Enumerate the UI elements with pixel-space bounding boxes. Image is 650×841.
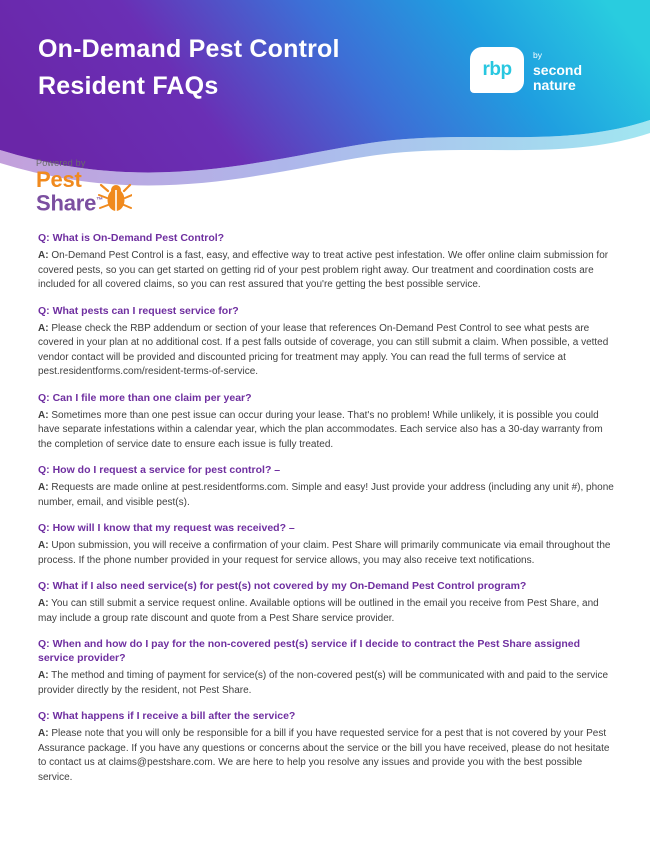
rbp-logo-mark <box>470 47 524 93</box>
rbp-logo-text: rbp <box>482 59 512 80</box>
answer-prefix: A: <box>38 250 49 261</box>
answer-text: You can still submit a service request online. Available options will be outlined in the email you receive from Pest Share, and may include a group rate discount and quote from a Pest Share service provider. <box>38 598 599 624</box>
faq-question: Q: How will I know that my request was received? – <box>38 522 295 534</box>
answer-text: Please note that you will only be responsible for a bill if you have requested service for a pest that is not covered by your Pest Assurance package. If you have any questions or concerns about the service or the bill you have received, please do not hesitate to contact us at claims@pestshare.com. We are here to help you resolve any issues and provide you with the best possible service. <box>38 728 610 783</box>
answer-text: Sometimes more than one pest issue can occur during your lease. That's no problem! While unlikely, it is possible you could have separate infestations within a calendar year, which the plan accommodates. Each service also has a 30-day warranty from the completion of service date to ensure each issue is fully treated. <box>38 409 603 450</box>
brand-name-line-1: second <box>533 61 583 78</box>
brand-name-line-2: nature <box>533 76 576 93</box>
faq-item <box>38 463 614 510</box>
answer-prefix: A: <box>38 482 49 493</box>
bug-icon <box>98 182 132 214</box>
title-line-1: On-Demand Pest Control <box>38 35 340 63</box>
answer-text: Please check the RBP addendum or section of your lease that references On-Demand Pest Control to see what pests are covered in your plan at no additional cost. If a pest falls outside of coverage, you can still submit a claim. When possible, a vetted vendor contact will be provided and discounted pricing for treatment may apply. You can read the full terms of service at pest.residentforms.com/resident-terms-of-service. <box>38 322 609 377</box>
second-nature-wordmark <box>533 48 582 93</box>
answer-prefix: A: <box>38 409 49 421</box>
faq-item <box>38 637 614 698</box>
answer-prefix: A: <box>38 540 49 551</box>
faq-answer <box>38 409 614 453</box>
faq-item <box>38 391 614 453</box>
page-title <box>38 34 340 101</box>
faq-answer <box>38 322 614 380</box>
faq-item <box>38 521 614 568</box>
answer-text: Requests are made online at pest.residentforms.com. Simple and easy! Just provide your address (including any unit #), phone number, email, and visible pest(s). <box>38 482 614 508</box>
answer-text: The method and timing of payment for service(s) of the non-covered pest(s) will be communicated with and paid to the service provider directly by the resident, not Pest Share. <box>38 670 609 696</box>
trademark-symbol: ™ <box>96 197 103 204</box>
faq-question: Q: What is On-Demand Pest Control? <box>38 232 225 244</box>
faq-answer <box>38 727 614 785</box>
faq-answer <box>38 597 614 626</box>
answer-text: On-Demand Pest Control is a fast, easy, and effective way to treat active pest infestation. We offer online claim submission for covered pests, so you can get started on getting rid of your pest problem right away. Our treatment and coordination costs are included for all covered claims, so you can rest assured that you're getting the best possible service. <box>38 250 609 290</box>
brand-by-label: by <box>533 49 542 60</box>
faq-item <box>38 579 614 626</box>
faq-question: Q: Can I file more than one claim per year? <box>38 391 252 404</box>
faq-question: Q: What happens if I receive a bill after the service? <box>38 710 296 722</box>
faq-question: Q: When and how do I pay for the non-covered pest(s) service if I decide to contract the Pest Share assigned service provider? <box>38 638 581 664</box>
powered-by-label: Powered by <box>36 158 86 168</box>
faq-list <box>38 231 614 796</box>
faq-question: Q: How do I request a service for pest control? – <box>38 464 281 476</box>
answer-prefix: A: <box>38 670 49 681</box>
pest-share-word-2: Share™ <box>36 190 103 216</box>
rbp-second-nature-logo <box>470 47 582 93</box>
pest-share-word-1: Pest <box>36 167 82 192</box>
faq-answer <box>38 669 614 698</box>
faq-item <box>38 304 614 380</box>
pest-share-logo <box>36 158 236 216</box>
faq-answer <box>38 539 614 568</box>
faq-answer <box>38 249 614 293</box>
answer-text: Upon submission, you will receive a confirmation of your claim. Pest Share will primarily communicate via email throughout the process. If the phone number provided in your request for service allows, you may also receive text notifications. <box>38 540 611 566</box>
faq-item <box>38 231 614 293</box>
faq-question: Q: What if I also need service(s) for pest(s) not covered by my On-Demand Pest Control program? <box>38 580 527 592</box>
title-line-2: Resident FAQs <box>38 72 219 100</box>
answer-prefix: A: <box>38 598 49 609</box>
faq-question: Q: What pests can I request service for? <box>38 304 239 317</box>
faq-answer <box>38 481 614 510</box>
answer-prefix: A: <box>38 322 49 334</box>
answer-prefix: A: <box>38 728 49 739</box>
faq-item <box>38 709 614 785</box>
